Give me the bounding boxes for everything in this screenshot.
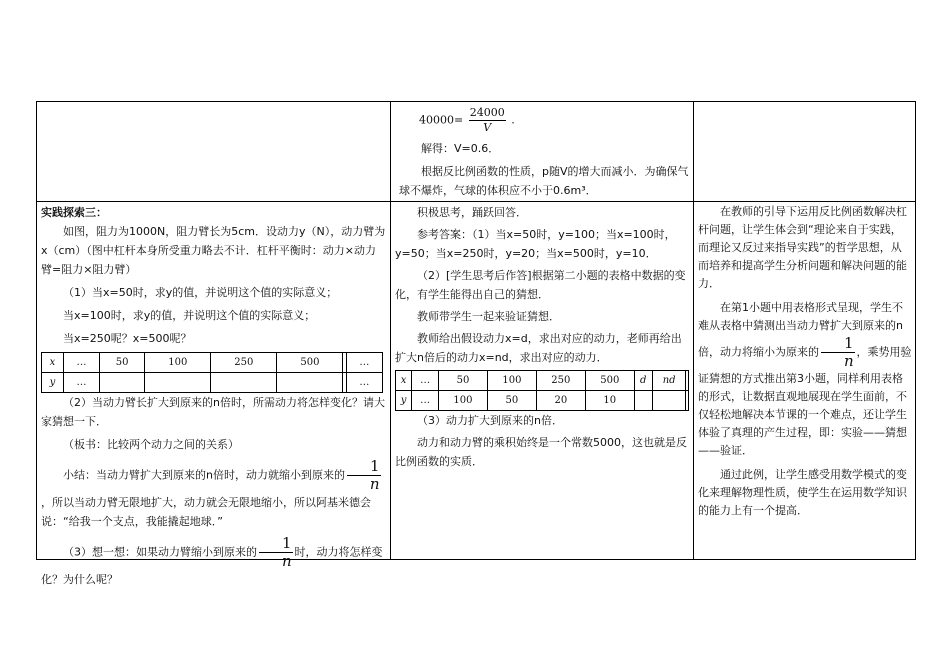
intent-text: 在第1小题中用表格形式呈现，学生不难从表格中猜测出当动力臂扩大到原来的n倍，动力将缩小为原来的 $\frac{1}{n}$ ，乘势用验证猜想的方式推出第3小题，同样利用表格的形式，让数据直观地展现在学生面前，不仅轻松地解决本节课的一个难点，还让学生体验了真理的产生过程，即：实验——猜想——验证．: [698, 301, 912, 457]
top-row-cell: [399, 102, 689, 201]
formula: 40000= $\frac{24000}{V}$ .: [419, 106, 515, 134]
column-divider: [390, 102, 391, 559]
activity-text: 动力和动力臂的乘积始终是一个常数5000，这也就是反比例函数的实质．: [395, 436, 687, 468]
reference-answer: 参考答案：（1）当x=50时，y=100；当x=100时，y=50；当x=250时，y=20；当x=500时，y=10．: [395, 228, 676, 260]
column-divider: [693, 102, 694, 559]
row-divider: [37, 201, 915, 202]
activity-text: 积极思考，踊跃回答．: [417, 206, 527, 219]
fraction-1-over-n: $\frac{1}{n}$: [821, 335, 855, 370]
activity-text: （2）[学生思考后作答]根据第二小题的表格中数据的变化，有学生能得出自己的猜想．: [395, 269, 686, 301]
question-1c: 当x=250呢？x=500呢？: [63, 332, 192, 345]
value-table-1: [41, 352, 383, 393]
intent-text: 在教师的引导下运用反比例函数解决杠杆问题，让学生体会到“理论来自于实践，而理论又反过来指导实践”的哲学思想，从而培养和提高学生分析问题和解决问题的能力．: [698, 205, 907, 290]
activity-text: 教师给出假设动力x=d，求出对应的动力，老师再给出扩大n倍后的动力x=nd，求出对应的动力．: [395, 332, 682, 364]
activity-text: （3）动力扩大到原来的n倍．: [417, 414, 563, 427]
intent-text: 通过此例，让学生感受用数学模式的变化来理解物理性质，使学生在运用数学知识的能力上有一个提高．: [698, 468, 907, 517]
section-heading: 实践探索三：: [41, 206, 107, 219]
fraction-1-over-n: $\frac{1}{n}$: [347, 458, 381, 493]
board-note: （板书：比较两个动力之间的关系）: [63, 438, 239, 451]
student-activity-column: [395, 203, 691, 559]
practice-column: [41, 203, 386, 586]
formula-fraction: $\frac{24000}{V}$: [469, 106, 505, 134]
design-intent-column: [698, 203, 912, 559]
question-3: （3）想一想：如果动力臂缩小到原来的 $\frac{1}{n}$ 时，动力将怎样变化？为什么呢？: [41, 534, 383, 586]
value-table-2: [395, 370, 689, 411]
problem-intro: 如图，阻力为1000N，阻力臂长为5cm．设动力y（N），动力臂为x（cm）（图中杠杆本身所受重力略去不计．杠杆平衡时：动力×动力臂=阻力×阻力臂）: [41, 225, 386, 276]
question-2: （2）当动力臂长扩大到原来的n倍时，所需动力将怎样变化？请大家猜想一下．: [41, 396, 385, 428]
answer-text: 解得：V=0.6．: [421, 142, 500, 155]
summary: 小结：当动力臂扩大到原来的n倍时，动力就缩小到原来的 $\frac{1}{n}$ ，所以当动力臂无限地扩大，动力就会无限地缩小，所以阿基米德会说：“给我一个支点，我能撬起地球．”: [41, 457, 380, 528]
question-1a: （1）当x=50时，求y的值，并说明这个值的实际意义；: [63, 286, 338, 299]
table-row: y … …: [42, 373, 383, 393]
table-row: x … 50 100 250 500 …: [42, 353, 383, 373]
table-row: y … 100 50 20 10: [396, 391, 689, 411]
formula-left: 40000=: [419, 113, 464, 127]
activity-text: 教师带学生一起来验证猜想．: [417, 310, 560, 323]
conclusion-text: 根据反比例函数的性质，p随V的增大而减小．为确保气球不爆炸，气球的体积应不小于0.6m³．: [399, 165, 689, 197]
lesson-table: [36, 101, 916, 586]
table-row: x … 50 100 250 500 d nd: [396, 371, 689, 391]
question-1b: 当x=100时，求y的值，并说明这个值的实际意义；: [63, 309, 316, 322]
fraction-1-over-n: $\frac{1}{n}$: [259, 535, 293, 570]
